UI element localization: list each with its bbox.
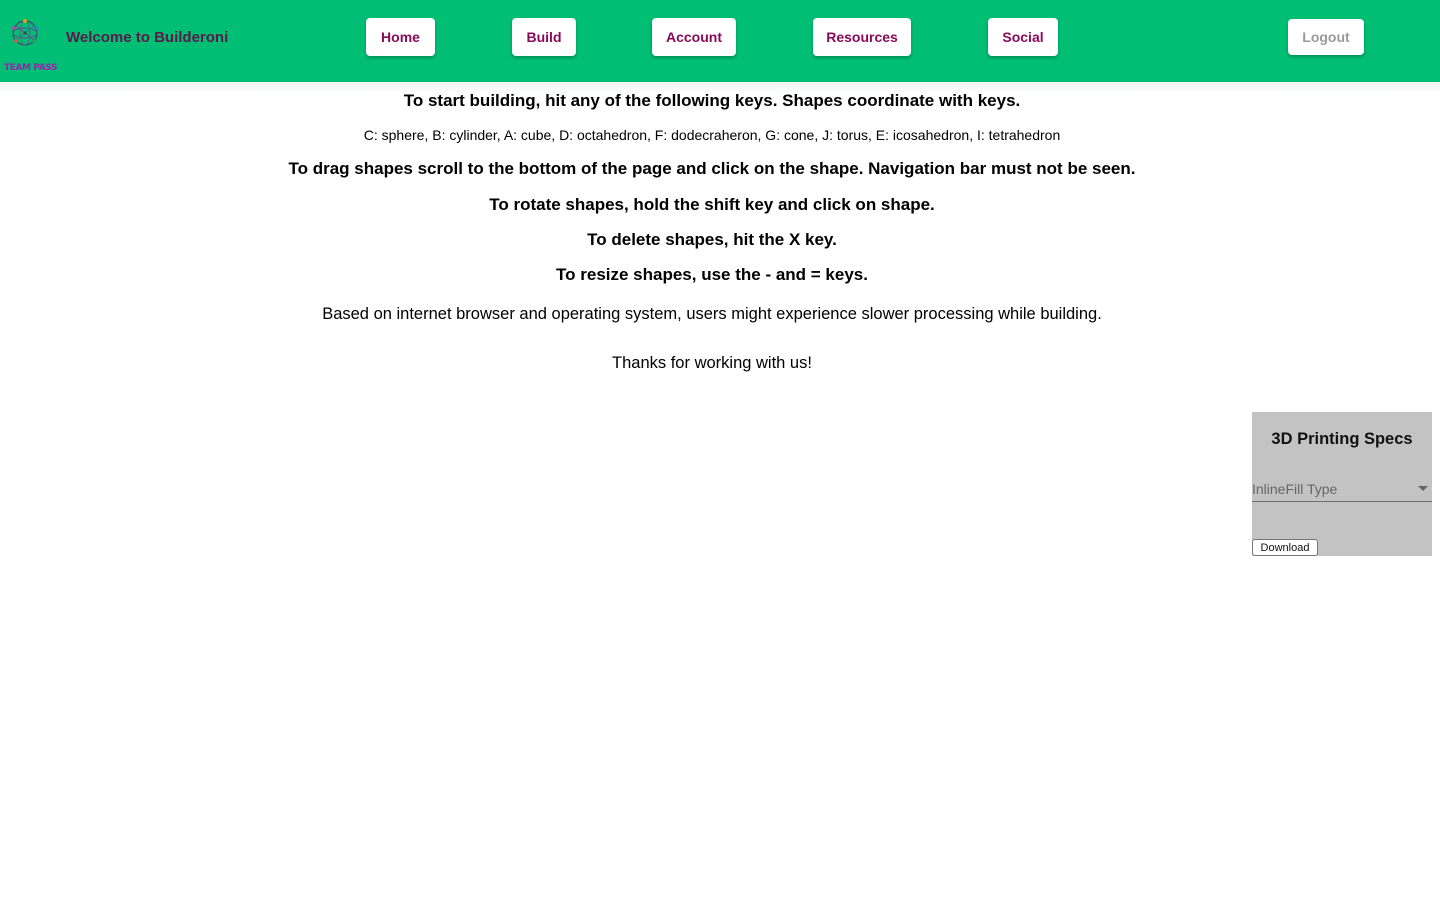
instruction-start: To start building, hit any of the following keys. Shapes coordinate with keys. <box>403 91 1021 110</box>
navbar <box>0 0 1440 82</box>
performance-note: Based on internet browser and operating system, users might experience slower processing while building. <box>322 305 1102 323</box>
infill-type-select[interactable] <box>1252 478 1432 502</box>
download-button[interactable]: Download <box>1252 539 1318 556</box>
caret-down-icon <box>1418 486 1428 491</box>
welcome-title: Welcome to Builderoni <box>66 29 229 46</box>
nav-social-button[interactable]: Social <box>988 18 1058 56</box>
nav-build-button[interactable]: Build <box>512 18 576 56</box>
network-globe-logo-icon <box>2 16 50 50</box>
logo-text: TEAM PASS <box>4 63 58 73</box>
logout-button[interactable]: Logout <box>1288 19 1364 55</box>
specs-title: 3D Printing Specs <box>1271 430 1413 448</box>
nav-account-button[interactable]: Account <box>652 18 736 56</box>
nav-home-button[interactable]: Home <box>366 18 435 56</box>
printing-specs-panel <box>1252 412 1432 556</box>
nav-resources-button[interactable]: Resources <box>813 18 911 56</box>
instruction-resize: To resize shapes, use the - and = keys. <box>556 265 868 284</box>
thanks-message: Thanks for working with us! <box>612 354 812 372</box>
instruction-rotate: To rotate shapes, hold the shift key and click on shape. <box>489 195 935 214</box>
instruction-delete: To delete shapes, hit the X key. <box>587 230 837 249</box>
team-pass-logo[interactable] <box>2 16 58 73</box>
infill-type-label: InlineFill Type <box>1252 481 1338 497</box>
instruction-keys: C: sphere, B: cylinder, A: cube, D: octahedron, F: dodecraheron, G: cone, J: torus, E: icosahedron, I: tetrahedron <box>363 127 1061 143</box>
instruction-drag: To drag shapes scroll to the bottom of the page and click on the shape. Navigation bar must not be seen. <box>288 159 1136 178</box>
